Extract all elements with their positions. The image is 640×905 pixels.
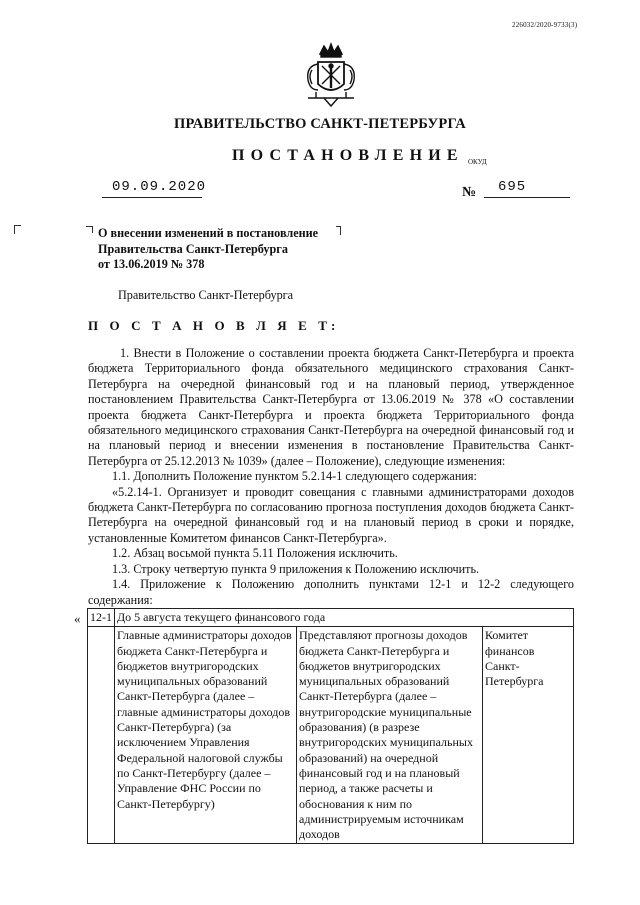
subject-line: от 13.06.2019 № 378 bbox=[98, 257, 205, 271]
row-number-cell: 12-1 bbox=[88, 609, 115, 627]
issuer-name: Правительство Санкт-Петербурга bbox=[118, 288, 294, 302]
date-underline bbox=[102, 197, 202, 198]
subject-line: О внесении изменений в постановление bbox=[98, 226, 319, 240]
coat-of-arms-icon bbox=[300, 40, 362, 110]
document-number: 695 bbox=[498, 179, 527, 195]
okud-label: ОКУД bbox=[468, 158, 487, 166]
table-row bbox=[88, 609, 574, 627]
document-subject bbox=[98, 226, 318, 273]
paragraph-1-1-quote: «5.2.14-1. Организует и проводит совещания с главными администраторами доходов бюджета Санкт-Петербурга по согласованию прогноза поступления доходов бюджета Санкт-Петербурга на очередной финансовый год и на плановый период в сроки и порядке, установленные Комитетом финансов Санкт-Петербурга». bbox=[88, 484, 574, 545]
empty-cell bbox=[88, 627, 115, 844]
table-open-quote: « bbox=[74, 611, 81, 626]
table-row bbox=[88, 627, 574, 844]
deadline-cell: До 5 августа текущего финансового года bbox=[115, 609, 574, 627]
margin-corner-mark bbox=[14, 225, 21, 234]
document-id: 226032/2020-9733(3) bbox=[512, 21, 578, 29]
subject-corner-right bbox=[336, 226, 341, 235]
subject-line: Правительства Санкт-Петербурга bbox=[98, 241, 288, 256]
document-type: ПОСТАНОВЛЕНИЕ bbox=[232, 147, 464, 164]
paragraph-1-1: 1.1. Дополнить Положение пунктом 5.2.14-1 следующего содержания: bbox=[112, 469, 477, 484]
number-sign: № bbox=[462, 185, 477, 200]
subject-corner-left bbox=[86, 226, 93, 233]
paragraph-1: 1. Внести в Положение о составлении проекта бюджета Санкт-Петербурга и проекта бюджета Территориального фонда обязательного медицинского страхования Санкт-Петербурга на очередной финансовый год и на плановый период, утвержденное постановлением Правительства Санкт-Петербурга от 13.06.2019 № 378 «О составлении проекта бюджета Санкт-Петербурга и проекта бюджета Территориального фонда обязательного медицинского страхования Санкт-Петербурга на очередной финансовый год и на плановый период и внесении изменения в постановление Правительства Санкт-Петербурга от 25.12.2013 № 1039» (далее – Положение), следующие изменения: bbox=[88, 346, 574, 468]
paragraph-1-3: 1.3. Строку четвертую пункта 9 приложения к Положению исключить. bbox=[112, 561, 480, 576]
document-body bbox=[88, 346, 574, 608]
recipient-cell: Комитет финансов Санкт-Петербурга bbox=[483, 627, 574, 844]
paragraph-1-2: 1.2. Абзац восьмой пункта 5.11 Положения исключить. bbox=[112, 546, 398, 561]
participants-cell: Главные администраторы доходов бюджета Санкт-Петербурга и бюджетов внутригородских муниципальных образований Санкт-Петербурга (далее – главные администраторы доходов Санкт-Петербурга) (за исключением Управления Федеральной налоговой службы по Санкт-Петербургу (далее – Управление ФНС России по Санкт-Петербургу) bbox=[115, 627, 297, 844]
paragraph-1-4: 1.4. Приложение к Положению дополнить пунктами 12-1 и 12-2 следующего содержания: bbox=[88, 577, 574, 607]
action-cell: Представляют прогнозы доходов бюджета Санкт-Петербурга и бюджетов внутригородских муниципальных образований Санкт-Петербурга (далее – внутригородские муниципальные образования) (в разрезе внутригородских муниципальных образований) на очередной финансовый год и на плановый период, а также расчеты и обоснования к ним по администрируемым источникам доходов bbox=[297, 627, 483, 844]
decree-heading: П О С Т А Н О В Л Я Е Т: bbox=[88, 318, 340, 333]
government-title: ПРАВИТЕЛЬСТВО САНКТ-ПЕТЕРБУРГА bbox=[174, 116, 466, 132]
appendix-table bbox=[87, 608, 574, 844]
document-date: 09.09.2020 bbox=[112, 179, 207, 195]
number-underline bbox=[484, 197, 570, 198]
